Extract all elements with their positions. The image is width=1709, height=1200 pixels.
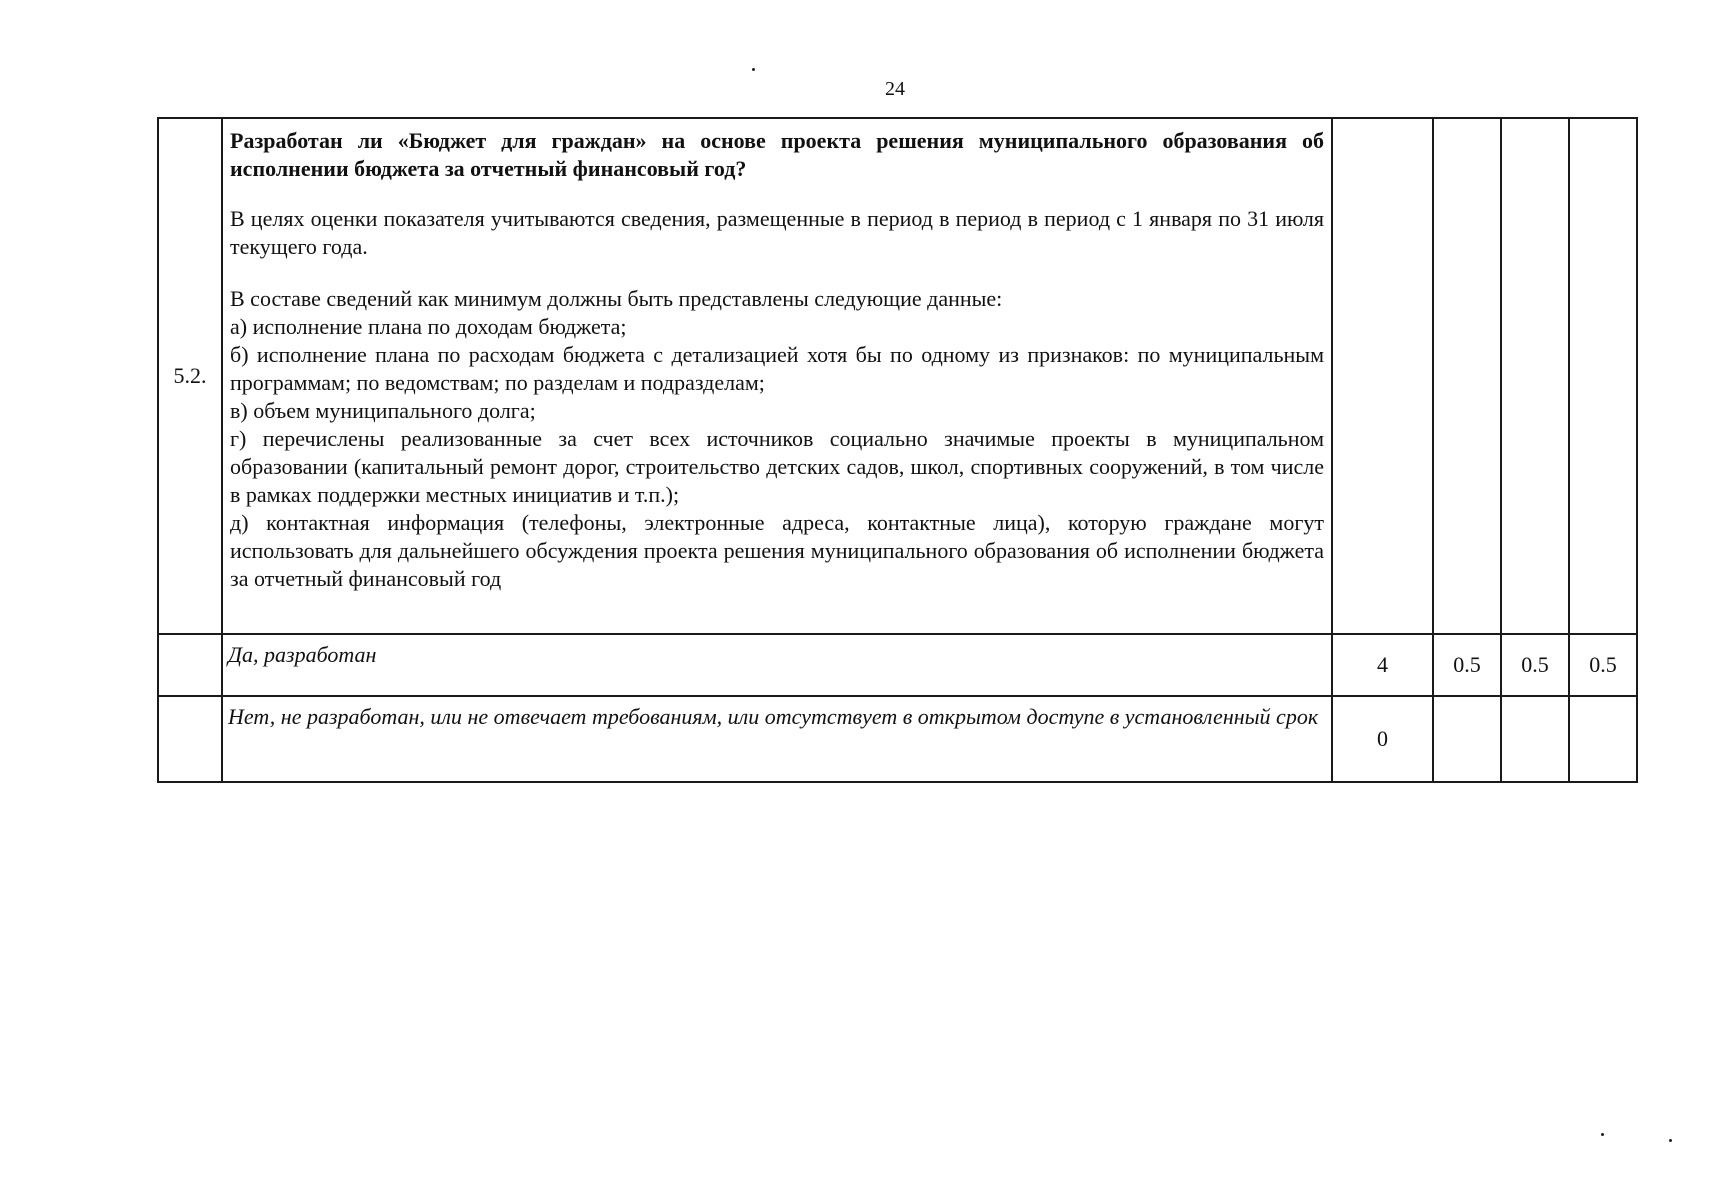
question-title: Разработан ли «Бюджет для граждан» на основе проекта решения муниципального образования об исполнении бюджета за отчетный финансовый год? — [230, 128, 1324, 181]
list-item: б) исполнение плана по расходам бюджета с детализацией хотя бы по одному из признаков: по муниципальным программам; по ведомствам; по разделам и подразделам; — [230, 342, 1324, 395]
empty-cell — [1433, 118, 1501, 634]
answer-text: Да, разработан — [222, 634, 1332, 696]
empty-cell — [1569, 118, 1637, 634]
empty-cell — [158, 696, 222, 782]
criterion-description — [222, 118, 1332, 634]
answer-text: Нет, не разработан, или не отвечает требованиям, или отсутствует в открытом доступе в установленный срок — [222, 696, 1332, 782]
period-paragraph: В целях оценки показателя учитываются сведения, размещенные в период в период в период с 1 января по 31 июля текущего года. — [230, 206, 1324, 259]
list-item: а) исполнение плана по доходам бюджета; — [230, 314, 627, 339]
criteria-table — [157, 117, 1638, 783]
list-intro: В составе сведений как минимум должны быть представлены следующие данные: — [230, 286, 1003, 311]
answer-row-no — [158, 696, 1637, 782]
answer-row-yes — [158, 634, 1637, 696]
answer-value: 0.5 — [1501, 634, 1569, 696]
scan-speck — [1601, 1133, 1604, 1136]
empty-cell — [1332, 118, 1433, 634]
list-item: д) контактная информация (телефоны, электронные адреса, контактные лица), которую граждане могут использовать для дальнейшего обсуждения проекта решения муниципального образования об исполнении бюджета за отчетный финансовый год — [230, 510, 1324, 591]
answer-value: 0.5 — [1569, 634, 1637, 696]
list-item: в) объем муниципального долга; — [230, 398, 536, 423]
scan-speck — [1669, 1139, 1672, 1142]
answer-value — [1501, 696, 1569, 782]
item-number: 5.2. — [158, 118, 222, 634]
answer-score: 0 — [1332, 696, 1433, 782]
answer-value — [1569, 696, 1637, 782]
page-number: 24 — [885, 78, 905, 100]
list-item: г) перечислены реализованные за счет всех источников социально значимые проекты в муниципальном образовании (капитальный ремонт дорог, строительство детских садов, школ, спортивных сооружений, в том числе в рамках поддержки местных инициатив и т.п.); — [230, 426, 1324, 507]
answer-value — [1433, 696, 1501, 782]
empty-cell — [158, 634, 222, 696]
answer-score: 4 — [1332, 634, 1433, 696]
criterion-row — [158, 118, 1637, 634]
scan-speck — [752, 68, 755, 71]
empty-cell — [1501, 118, 1569, 634]
answer-value: 0.5 — [1433, 634, 1501, 696]
